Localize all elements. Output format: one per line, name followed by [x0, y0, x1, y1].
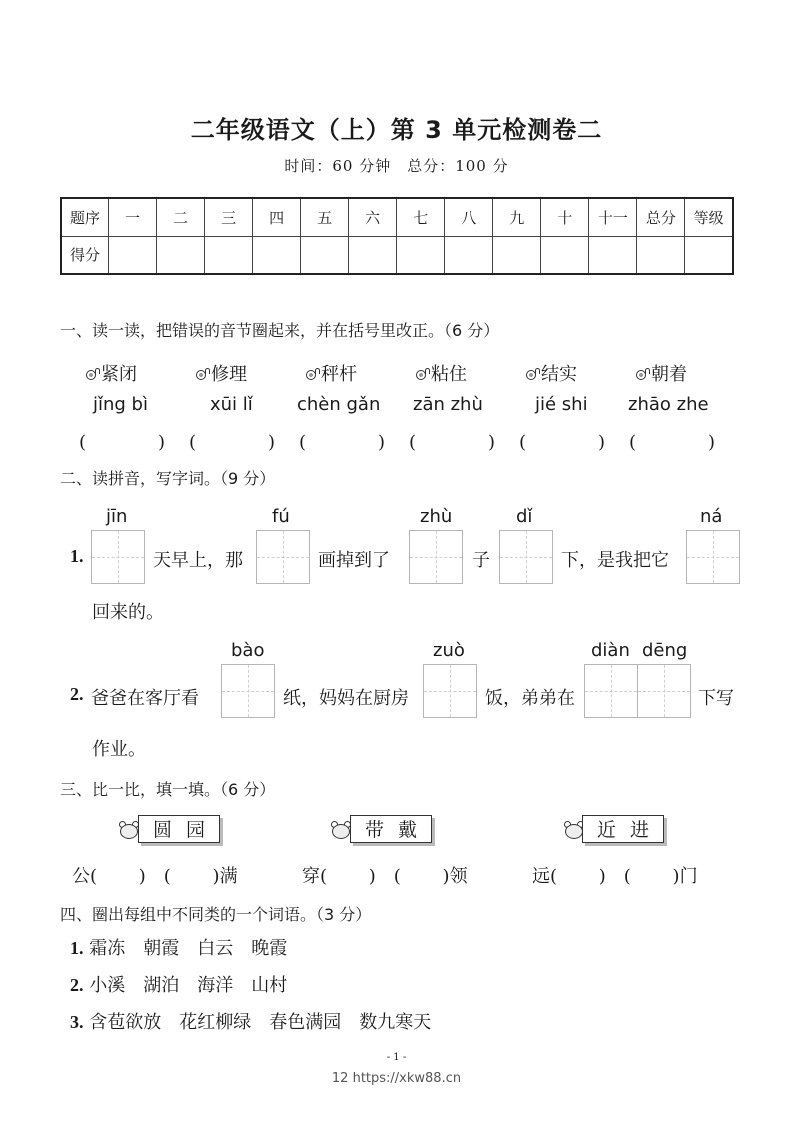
word-option[interactable]: 数九寒天 [359, 1012, 432, 1033]
s2q2-text: 纸，妈妈在厨房 [283, 688, 409, 709]
word-option[interactable]: 海洋 [197, 975, 234, 996]
score-col: 五 [301, 198, 349, 236]
page-title: 二年级语文（上）第 3 单元检测卷二 [190, 116, 603, 144]
word-option[interactable]: 霜冻 [89, 938, 126, 959]
footer-url: 12 https://xkw88.cn [331, 1071, 462, 1086]
score-table-header-label: 题序 [61, 198, 109, 236]
s1-pinyin-2: xūi lǐ [210, 394, 253, 415]
score-col: 一 [109, 198, 157, 236]
s2q1-pinyin: dǐ [516, 506, 533, 527]
bear-icon [118, 820, 140, 840]
score-col: 十 [541, 198, 589, 236]
s1-answer-blank[interactable]: ( ) [189, 432, 276, 453]
s2q2-text: 爸爸在客厅看 [91, 688, 199, 709]
s4-group-2: 2. 小溪 湖泊 海洋 山村 [70, 975, 288, 996]
s2q2-pinyin: bào [231, 640, 265, 661]
writing-grid-box[interactable] [256, 530, 310, 584]
s1-word-5: 结实 [526, 360, 577, 386]
bear-icon [330, 820, 352, 840]
section-4-heading: 四、圈出每组中不同类的一个词语。（3 分） [60, 905, 372, 924]
s1-word-3: 秤杆 [306, 360, 357, 386]
writing-grid-box[interactable] [686, 530, 740, 584]
compare-box-1: 圆园 [138, 815, 220, 843]
word-option[interactable]: 白云 [197, 938, 234, 959]
s1-answer-blank[interactable]: ( ) [629, 432, 716, 453]
writing-grid-box[interactable] [409, 530, 463, 584]
s2q2-pinyin: dēng [642, 640, 688, 661]
score-cell[interactable] [205, 236, 253, 274]
word-option[interactable]: 花红柳绿 [179, 1012, 252, 1033]
writing-grid-box[interactable] [637, 664, 691, 718]
s1-answer-blank[interactable]: ( ) [409, 432, 496, 453]
s1-answer-blank[interactable]: ( ) [79, 432, 166, 453]
score-cell[interactable] [109, 236, 157, 274]
word-option[interactable]: 朝霞 [143, 938, 180, 959]
s2q1-tail: 回来的。 [92, 602, 164, 623]
score-cell[interactable] [349, 236, 397, 274]
score-cell[interactable] [301, 236, 349, 274]
score-table-row-label: 得分 [61, 236, 109, 274]
s1-pinyin-1: jǐng bì [93, 394, 148, 415]
section-2-heading: 二、读拼音，写字词。（9 分） [60, 469, 276, 488]
s1-word-1: 紧闭 [86, 360, 137, 386]
s1-word-6: 朝着 [636, 360, 687, 386]
s2q1-text: 下，是我把它 [561, 550, 669, 571]
snail-icon [306, 368, 320, 382]
score-cell[interactable] [541, 236, 589, 274]
s2q2-number: 2. [70, 684, 84, 704]
snail-icon [196, 368, 210, 382]
word-option[interactable]: 湖泊 [143, 975, 180, 996]
score-col: 九 [493, 198, 541, 236]
s3-fill-3[interactable]: 远( ) ( )门 [532, 866, 698, 887]
s2q1-pinyin: zhù [420, 506, 453, 527]
score-col: 二 [157, 198, 205, 236]
s2q1-pinyin: jīn [106, 506, 128, 527]
s2q1-text: 子 [472, 550, 490, 571]
snail-icon [526, 368, 540, 382]
s1-pinyin-5: jié shi [535, 394, 588, 415]
s1-pinyin-3: chèn gǎn [297, 394, 381, 415]
word-option[interactable]: 小溪 [89, 975, 126, 996]
s2q2-text: 饭，弟弟在 [485, 688, 575, 709]
s4-group-1: 1. 霜冻 朝霞 白云 晚霞 [70, 938, 288, 959]
score-col: 十一 [589, 198, 637, 236]
s1-word-4: 粘住 [416, 360, 467, 386]
s2q1-text: 画掉到了 [318, 550, 390, 571]
word-option[interactable]: 春色满园 [269, 1012, 342, 1033]
s2q2-tail: 作业。 [92, 739, 146, 760]
score-cell[interactable] [397, 236, 445, 274]
word-option[interactable]: 含苞欲放 [89, 1012, 162, 1033]
section-3-heading: 三、比一比，填一填。（6 分） [60, 780, 276, 799]
writing-grid-box[interactable] [423, 664, 477, 718]
s2q1-pinyin: fú [272, 506, 290, 527]
score-col: 八 [445, 198, 493, 236]
score-cell[interactable] [157, 236, 205, 274]
snail-icon [86, 368, 100, 382]
s2q2-pinyin: zuò [433, 640, 465, 661]
compare-box-3: 近进 [582, 815, 664, 843]
score-table [60, 197, 734, 275]
s2q2-text: 下写 [698, 688, 734, 709]
s4-group-3: 3. 含苞欲放 花红柳绿 春色满园 数九寒天 [70, 1012, 432, 1033]
score-table-header-row [61, 198, 733, 236]
section-1-heading: 一、读一读，把错误的音节圈起来，并在括号里改正。（6 分） [60, 321, 500, 340]
score-col: 六 [349, 198, 397, 236]
writing-grid-box[interactable] [91, 530, 145, 584]
score-cell[interactable] [589, 236, 637, 274]
score-cell[interactable] [445, 236, 493, 274]
score-col: 七 [397, 198, 445, 236]
compare-box-2: 带戴 [350, 815, 432, 843]
word-option[interactable]: 山村 [251, 975, 288, 996]
score-col: 总分 [637, 198, 685, 236]
s3-fill-2[interactable]: 穿( ) ( )领 [302, 866, 468, 887]
snail-icon [416, 368, 430, 382]
s1-answer-blank[interactable]: ( ) [519, 432, 606, 453]
s2q1-number: 1. [70, 546, 84, 566]
score-table-score-row [61, 236, 733, 274]
score-col: 四 [253, 198, 301, 236]
s1-pinyin-6: zhāo zhe [628, 394, 709, 415]
snail-icon [636, 368, 650, 382]
s2q1-pinyin: ná [700, 506, 723, 527]
writing-grid-box[interactable] [221, 664, 275, 718]
page-number: - 1 - [386, 1052, 407, 1063]
score-cell[interactable] [253, 236, 301, 274]
s1-pinyin-4: zān zhù [413, 394, 483, 415]
s3-fill-1[interactable]: 公( ) ( )满 [72, 866, 238, 887]
score-col: 三 [205, 198, 253, 236]
s1-answer-blank[interactable]: ( ) [299, 432, 386, 453]
score-cell[interactable] [685, 236, 733, 274]
exam-info: 时间：60 分钟 总分：100 分 [284, 157, 509, 175]
s2q2-pinyin: diàn [591, 640, 630, 661]
word-option[interactable]: 晚霞 [251, 938, 288, 959]
score-cell[interactable] [637, 236, 685, 274]
s2q1-text: 天早上，那 [153, 550, 243, 571]
writing-grid-box[interactable] [584, 664, 638, 718]
writing-grid-box[interactable] [499, 530, 553, 584]
s1-word-2: 修理 [196, 360, 247, 386]
score-cell[interactable] [493, 236, 541, 274]
score-col: 等级 [685, 198, 733, 236]
